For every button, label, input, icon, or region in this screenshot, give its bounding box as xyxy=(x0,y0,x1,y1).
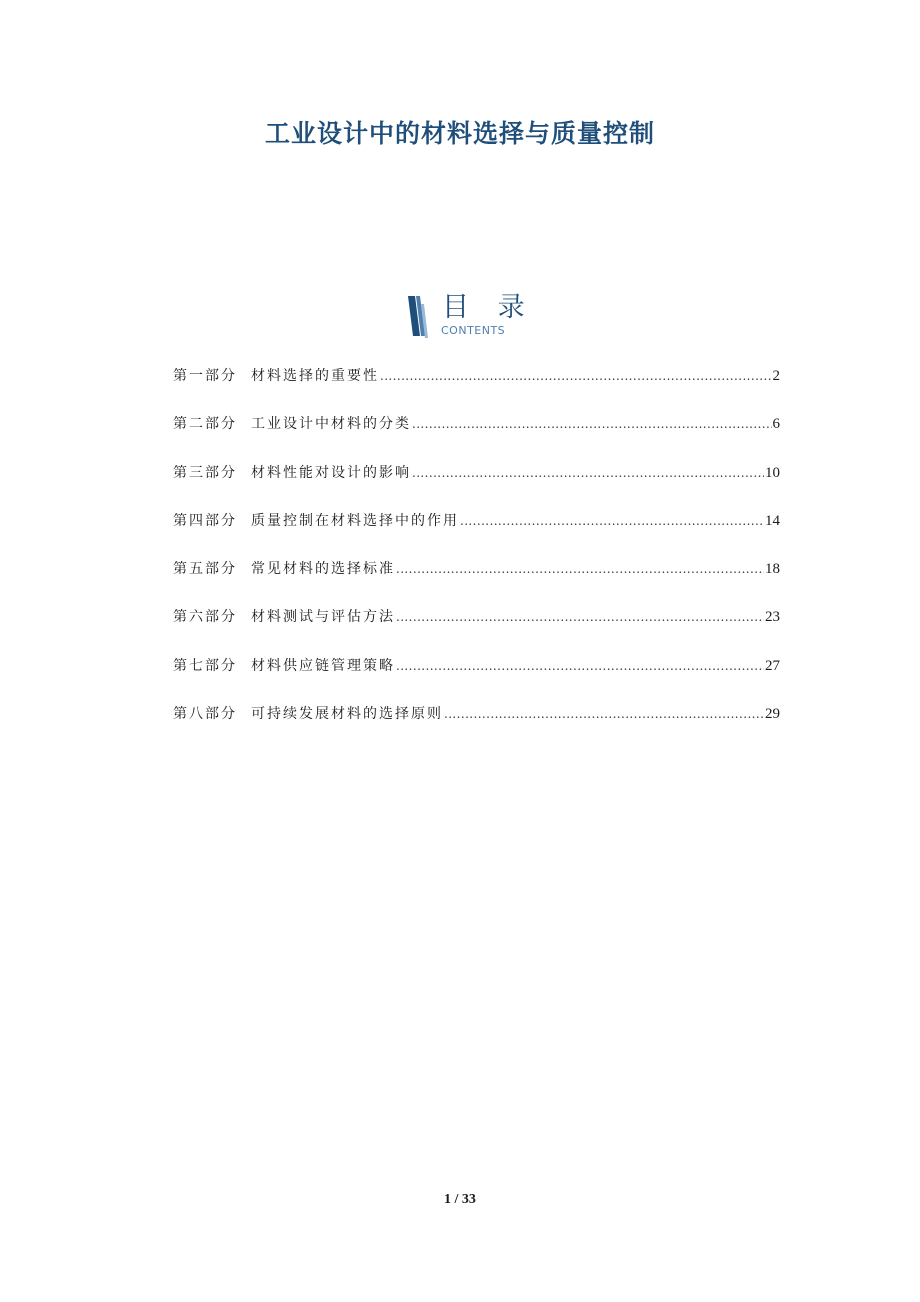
toc-dot-leader xyxy=(412,463,764,483)
toc-heading xyxy=(408,294,548,340)
toc-dot-leader xyxy=(460,511,764,531)
toc-section-title: 可持续发展材料的选择原则 xyxy=(251,706,443,723)
toc-page-number: 6 xyxy=(772,416,780,433)
toc-entry-part-6[interactable] xyxy=(173,607,780,655)
toc-part-label: 第六部分 xyxy=(173,609,237,626)
toc-entry-part-1[interactable] xyxy=(173,366,780,414)
toc-entry-part-7[interactable] xyxy=(173,656,780,704)
toc-page-number: 23 xyxy=(765,609,780,626)
toc-part-label: 第五部分 xyxy=(173,561,237,578)
toc-part-label: 第二部分 xyxy=(173,416,237,433)
toc-dot-leader xyxy=(396,559,764,579)
contents-logo-icon xyxy=(408,296,430,338)
toc-entry-part-4[interactable] xyxy=(173,511,780,559)
toc-page-number: 27 xyxy=(765,657,780,674)
toc-entry-part-8[interactable] xyxy=(173,704,780,752)
toc-heading-subtitle: CONTENTS xyxy=(441,324,506,337)
page-indicator: 1 / 33 xyxy=(444,1192,476,1207)
toc-section-title: 材料测试与评估方法 xyxy=(251,609,395,626)
toc-part-label: 第八部分 xyxy=(173,706,237,723)
table-of-contents xyxy=(173,366,780,752)
toc-dot-leader xyxy=(380,366,772,386)
toc-dot-leader xyxy=(444,704,764,724)
toc-part-label: 第一部分 xyxy=(173,368,237,384)
toc-page-number: 10 xyxy=(765,464,780,481)
toc-entry-part-5[interactable] xyxy=(173,559,780,607)
toc-heading-title: 目 录 xyxy=(442,292,535,323)
toc-section-title: 质量控制在材料选择中的作用 xyxy=(251,512,459,529)
toc-dot-leader xyxy=(396,656,764,676)
document-title: 工业设计中的材料选择与质量控制 xyxy=(264,119,655,148)
toc-dot-leader xyxy=(412,414,772,434)
toc-section-title: 工业设计中材料的分类 xyxy=(251,416,411,433)
toc-page-number: 14 xyxy=(765,512,780,529)
toc-dot-leader xyxy=(396,607,764,627)
toc-page-number: 29 xyxy=(765,706,780,723)
toc-part-label: 第七部分 xyxy=(173,657,237,674)
toc-page-number: 2 xyxy=(772,368,780,384)
toc-page-number: 18 xyxy=(765,561,780,578)
toc-section-title: 材料性能对设计的影响 xyxy=(251,464,411,481)
toc-part-label: 第四部分 xyxy=(173,512,237,529)
toc-section-title: 材料选择的重要性 xyxy=(251,368,379,384)
toc-section-title: 材料供应链管理策略 xyxy=(251,657,395,674)
toc-entry-part-3[interactable] xyxy=(173,463,780,511)
toc-entry-part-2[interactable] xyxy=(173,414,780,462)
toc-part-label: 第三部分 xyxy=(173,464,237,481)
toc-section-title: 常见材料的选择标准 xyxy=(251,561,395,578)
